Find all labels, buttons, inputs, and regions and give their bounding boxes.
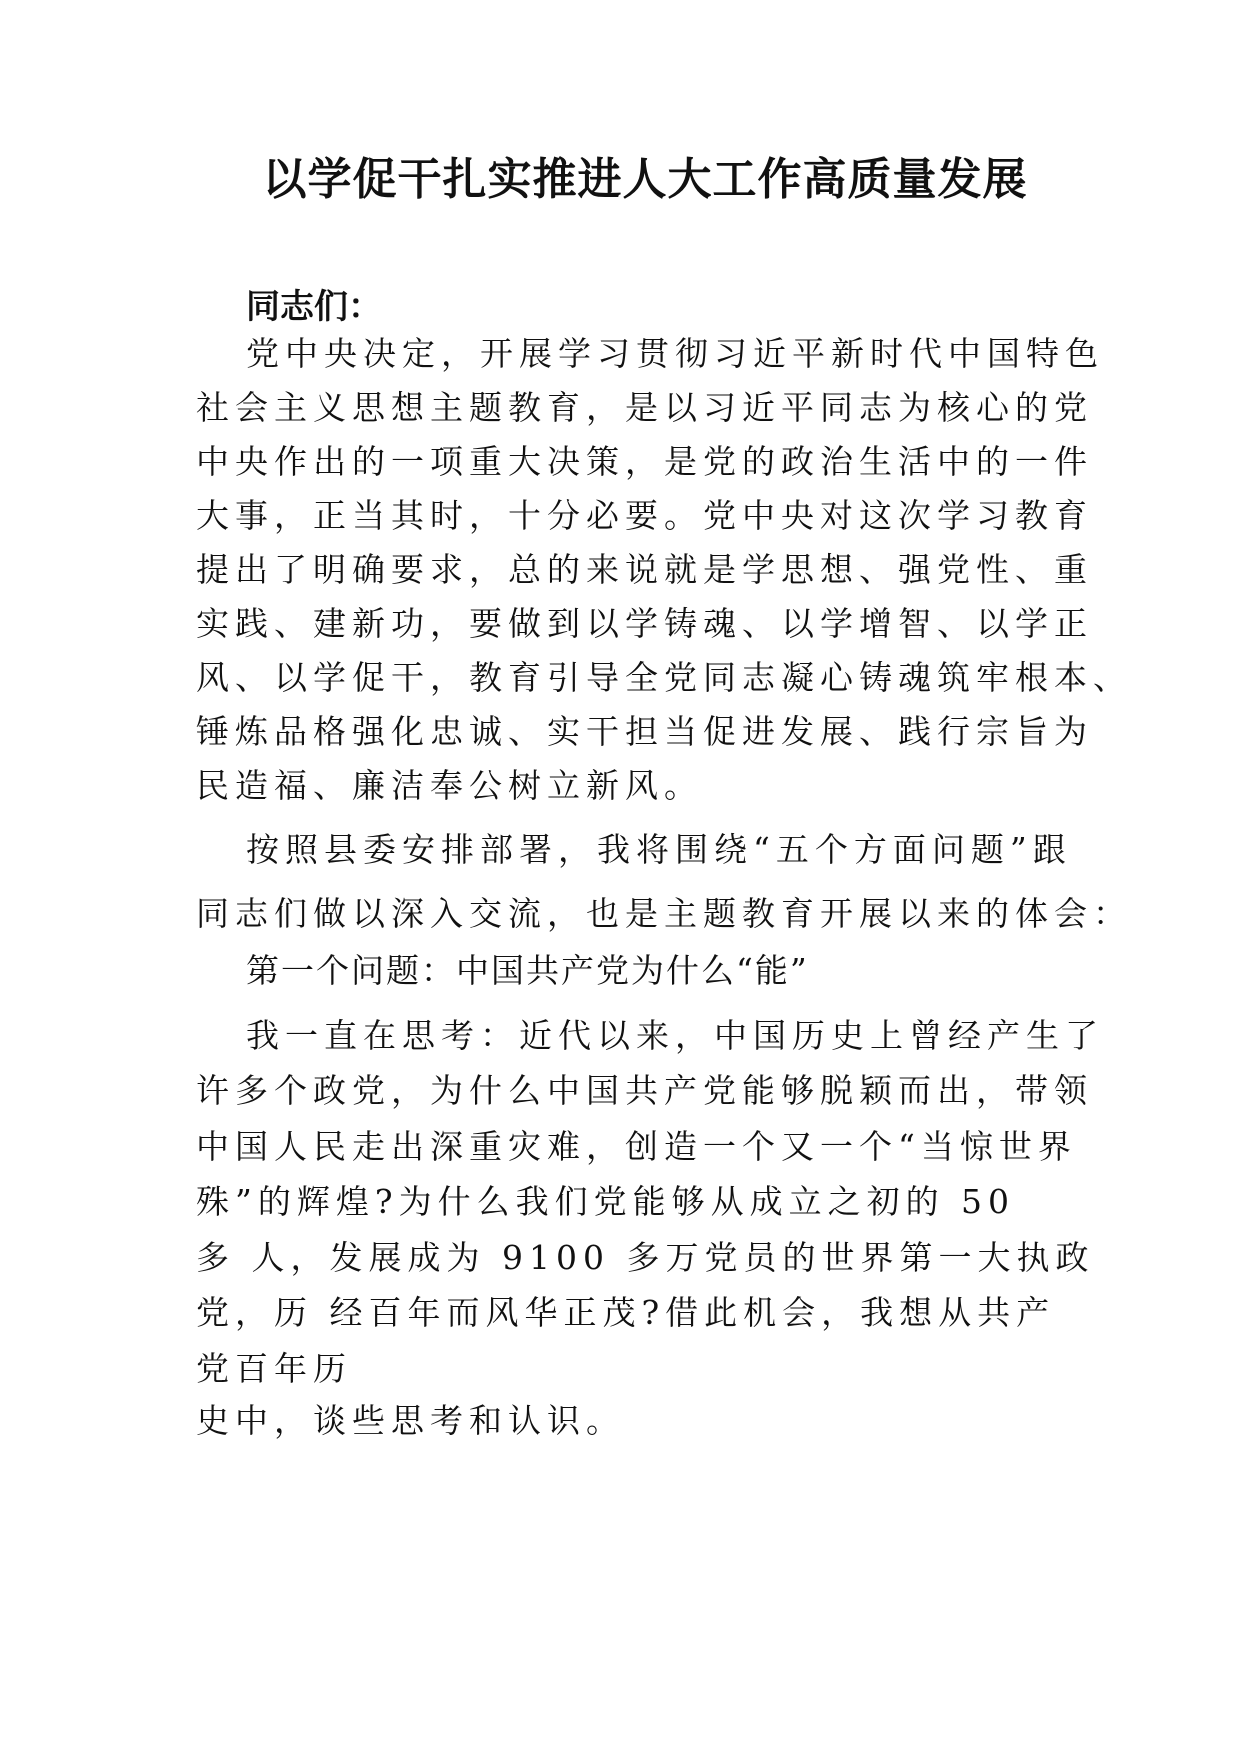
- paragraph-line: 按照县委安排部署，我将围绕“五个方面问题”跟: [246, 830, 1072, 869]
- salutation: 同志们：: [246, 287, 382, 327]
- paragraph-line: 我一直在思考：近代以来，中国历史上曾经产生了: [246, 1016, 1104, 1055]
- paragraph-line: 史中，谈些思考和认识。: [196, 1401, 625, 1440]
- paragraph-line: 民造福、廉洁奉公树立新风。: [196, 766, 703, 805]
- paragraph-line: 殊”的辉煌?为什么我们党能够从成立之初的 50: [196, 1182, 1016, 1221]
- paragraph-line: 风、以学促干，教育引导全党同志凝心铸魂筑牢根本、: [196, 658, 1132, 697]
- paragraph-line: 锤炼品格强化忠诚、实干担当促进发展、践行宗旨为: [196, 712, 1093, 751]
- paragraph-line: 中国人民走出深重灾难，创造一个又一个“当惊世界: [196, 1127, 1077, 1166]
- paragraph-line: 提出了明确要求，总的来说就是学思想、强党性、重: [196, 550, 1093, 589]
- paragraph-line: 中央作出的一项重大决策，是党的政治生活中的一件: [196, 442, 1093, 481]
- paragraph-line: 党百年历: [196, 1349, 352, 1388]
- paragraph-line: 许多个政党，为什么中国共产党能够脱颖而出，带领: [196, 1071, 1093, 1110]
- paragraph-line: 党中央决定，开展学习贯彻习近平新时代中国特色: [246, 334, 1104, 373]
- paragraph-line: 实践、建新功，要做到以学铸魂、以学增智、以学正: [196, 604, 1093, 643]
- paragraph-line: 同志们做以深入交流，也是主题教育开展以来的体会：: [196, 894, 1132, 933]
- section-heading: 第一个问题：中国共产党为什么“能”: [246, 951, 809, 990]
- paragraph-line: 党，历 经百年而风华正茂?借此机会，我想从共产: [196, 1293, 1056, 1332]
- paragraph-line: 多 人，发展成为 9100 多万党员的世界第一大执政: [196, 1238, 1095, 1277]
- paragraph-line: 社会主义思想主题教育，是以习近平同志为核心的党: [196, 388, 1093, 427]
- paragraph-line: 大事，正当其时，十分必要。党中央对这次学习教育: [196, 496, 1093, 535]
- document-title: 以学促干扎实推进人大工作高质量发展: [262, 154, 1028, 205]
